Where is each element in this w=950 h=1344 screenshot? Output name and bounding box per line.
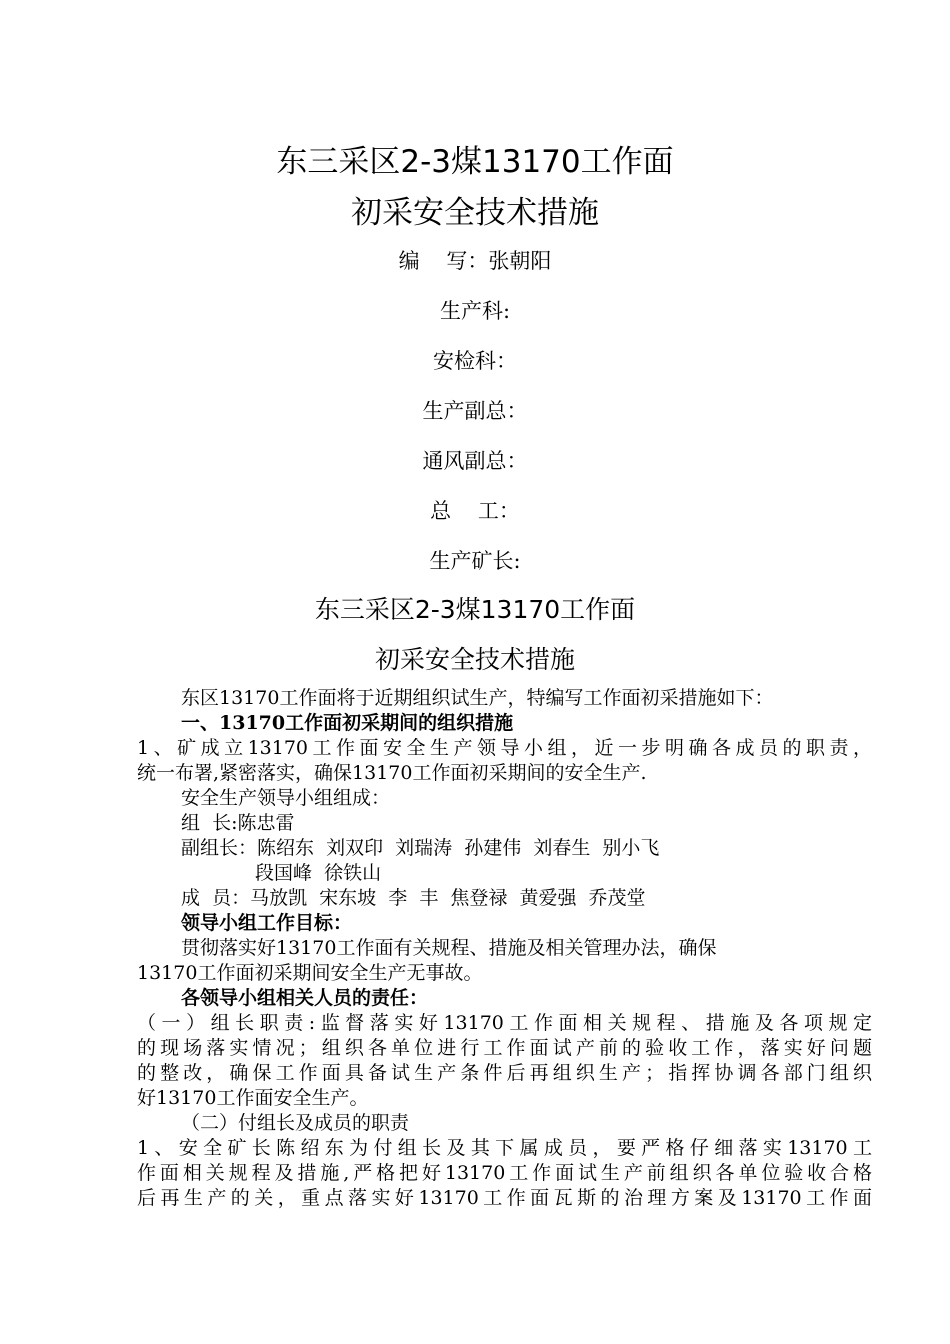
cover-title-line2: 初采安全技术措施 bbox=[351, 195, 599, 231]
signature-safety-dept: 安检科： bbox=[433, 349, 517, 373]
group-members: 成 员：马放凯 宋东坡 李 丰 焦登禄 黄爱强 乔茂堂 bbox=[181, 887, 646, 909]
resp1-line3: 的整改，确保工作面具备试生产条件后再组织生产；指挥协调各部门组织 bbox=[137, 1062, 872, 1084]
group-title: 安全生产领导小组组成： bbox=[181, 787, 391, 809]
goal-line1: 贯彻落实好13170工作面有关规程、措施及相关管理办法，确保 bbox=[181, 937, 717, 959]
signature-production-dept: 生产科: bbox=[439, 299, 511, 323]
goal-title: 领导小组工作目标： bbox=[181, 912, 353, 934]
signature-deputy-production: 生产副总： bbox=[422, 399, 528, 423]
section-heading-1: 一、13170工作面初采期间的组织措施 bbox=[181, 712, 514, 734]
resp1-line4: 好13170工作面安全生产。 bbox=[137, 1087, 369, 1109]
signature-deputy-ventilation: 通风副总： bbox=[422, 449, 528, 473]
group-deputies-line2: 段国峰 徐铁山 bbox=[255, 862, 382, 884]
signature-writer: 编 写：张朝阳 bbox=[398, 249, 552, 273]
goal-line2: 13170工作面初采期间安全生产无事故。 bbox=[137, 962, 483, 984]
resp1-line2: 的现场落实情况；组织各单位进行工作面试产前的验收工作，落实好问题 bbox=[137, 1037, 872, 1059]
signature-chief-engineer: 总 工： bbox=[430, 499, 520, 523]
resp2-title: （二）付组长及成员的职责 bbox=[181, 1112, 410, 1134]
heading-line1: 东三采区2-3煤13170工作面 bbox=[314, 595, 636, 624]
cover-title-line1: 东三采区2-3煤13170工作面 bbox=[276, 144, 674, 180]
item1-line1: 1、矿成立13170工作面安全生产领导小组，近一步明确各成员的职责， bbox=[137, 737, 872, 759]
signature-mine-director: 生产矿长: bbox=[429, 549, 521, 573]
responsibility-title: 各领导小组相关人员的责任： bbox=[181, 987, 429, 1009]
resp2-line2: 作面相关规程及措施,严格把好13170工作面试生产前组织各单位验收合格 bbox=[137, 1162, 872, 1184]
group-deputies-line1: 副组长：陈绍东 刘双印 刘瑞涛 孙建伟 刘春生 别小飞 bbox=[181, 837, 660, 859]
resp2-line3: 后再生产的关，重点落实好13170工作面瓦斯的治理方案及13170工作面 bbox=[137, 1187, 872, 1209]
group-leader: 组 长:陈忠雷 bbox=[181, 812, 295, 834]
resp1-line1: （一）组长职责:监督落实好13170工作面相关规程、措施及各项规定 bbox=[137, 1012, 872, 1034]
resp2-line1: 1、安全矿长陈绍东为付组长及其下属成员，要严格仔细落实13170工 bbox=[137, 1137, 872, 1159]
heading-line2: 初采安全技术措施 bbox=[374, 645, 575, 674]
item1-line2: 统一布署,紧密落实，确保13170工作面初采期间的安全生产. bbox=[137, 762, 647, 784]
intro-paragraph: 东区13170工作面将于近期组织试生产，特编写工作面初采措施如下： bbox=[181, 687, 774, 709]
